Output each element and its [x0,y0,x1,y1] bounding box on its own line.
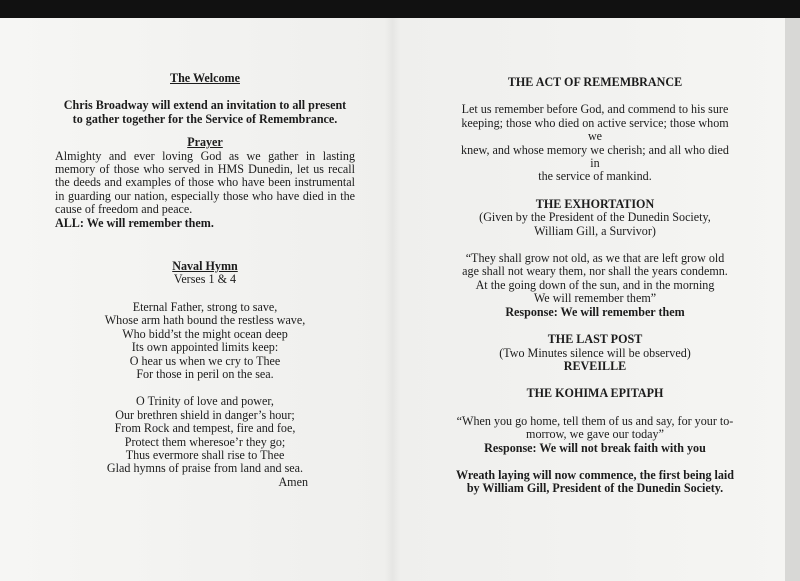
scan-right-edge [785,18,800,581]
prayer-heading: Prayer [187,135,223,150]
wreath-line: Wreath laying will now commence, the first being laid [455,467,735,482]
exhortation-heading: THE EXHORTATION [535,196,655,211]
exhortation-line: William Gill, a Survivor) [534,223,656,238]
welcome-line: Chris Broadway will extend an invitation to all present [63,98,347,113]
verse-line: Thus evermore shall rise to Thee [125,447,285,462]
verse-line: Protect them wheresoe’r they go; [124,434,286,449]
kohima-heading: THE KOHIMA EPITAPH [526,386,664,401]
welcome-heading: The Welcome [170,71,240,85]
kohima-line: morrow, we gave our today” [526,427,664,442]
quote-line: “They shall grow not old, as we that are left grow old [465,251,725,266]
welcome-line: to gather together for the Service of Remembrance. [72,111,338,126]
amen: Amen [278,474,308,489]
kohima-line: “When you go home, tell them of us and say, for your to- [456,413,734,428]
verse-line: Our brethren shield in danger’s hour; [115,407,295,422]
response-faith: Response: We will not break faith with you [484,440,706,455]
scan-top-border [0,0,800,18]
hymn-verse-4 [55,395,355,475]
quote-line: We will remember them” [533,291,657,306]
prayer-response: ALL: We will remember them. [55,215,214,230]
remembrance-line: the service of mankind. [538,169,652,184]
remembrance-line: knew, and whose memory we cherish; and all who died in [461,142,729,171]
remembrance-line: Let us remember before God, and commend to his sure [461,102,729,117]
remembrance-heading: THE ACT OF REMEMBRANCE [507,75,683,89]
right-column [455,76,735,496]
reveille-heading: REVEILLE [563,358,627,373]
verse-line: O Trinity of love and power, [136,394,274,409]
exhortation-line: (Given by the President of the Dunedin Society, [479,210,711,225]
verse-line: From Rock and tempest, fire and foe, [114,421,296,436]
exhortation-text [455,211,735,238]
verse-line: Who bidd’st the might ocean deep [122,326,288,341]
hymn-heading: Naval Hymn [172,259,238,274]
hymn-verse-1 [55,301,355,381]
remembrance-line: keeping; those who died on active service; those whom we [461,115,729,144]
wreath-line: by William Gill, President of the Dunedin Society. [466,481,724,496]
verse-line: Glad hymns of praise from land and sea. [106,461,304,476]
quote-line: At the going down of the sun, and in the morning [475,277,715,292]
wreath-text [455,469,735,496]
verse-line: O hear us when we cry to Thee [129,353,281,368]
quote-line: age shall not weary them, nor shall the years condemn. [462,264,728,279]
verse-line: Whose arm hath bound the restless wave, [104,313,306,328]
welcome-text [55,99,355,126]
left-column [55,72,355,489]
silence-note: (Two Minutes silence will be observed) [499,345,691,360]
exhortation-quote [455,252,735,306]
response-remember: Response: We will remember them [505,304,685,319]
verse-line: For those in peril on the sea. [136,366,274,381]
remembrance-text [455,103,735,183]
hymn-subheading: Verses 1 & 4 [173,272,237,287]
prayer-text: Almighty and ever loving God as we gather in lasting memory of those who served in HMS Dunedin, let us recall the deeds and examples of those who have been instrumental in guarding our nation, especially those who have died in the cause of freedom and peace. [55,148,355,217]
verse-line: Its own appointed limits keep: [131,340,279,355]
kohima-text [455,415,735,442]
verse-line: Eternal Father, strong to save, [132,299,278,314]
last-post-heading: THE LAST POST [547,332,643,347]
